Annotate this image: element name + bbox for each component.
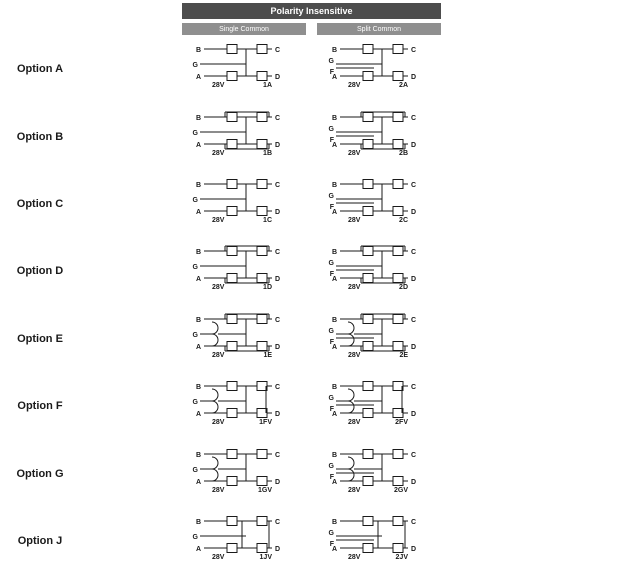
voltage-label: 28V <box>348 487 361 494</box>
part-code-label: 1D <box>263 284 272 291</box>
option-label: Option D <box>16 265 64 277</box>
component-box <box>393 72 403 81</box>
option-label: Option B <box>16 131 64 143</box>
component-box <box>257 113 267 122</box>
pin-label-d: D <box>275 209 281 216</box>
component-box <box>227 207 237 216</box>
part-code-label: 1A <box>263 82 272 89</box>
pin-label-c: C <box>411 519 417 526</box>
diagram-split-2 <box>329 180 417 225</box>
component-box <box>227 517 237 526</box>
diagram-single-4 <box>193 314 281 359</box>
pin-label-d: D <box>275 142 281 149</box>
component-box <box>227 247 237 256</box>
component-box <box>363 450 373 459</box>
pin-label-d: D <box>411 479 417 486</box>
pin-label-g: G <box>192 332 198 339</box>
component-box <box>257 517 267 526</box>
component-box <box>257 274 267 283</box>
diagram-single-6 <box>193 450 281 495</box>
voltage-label: 28V <box>348 284 361 291</box>
diagram-single-7 <box>193 517 281 562</box>
diagram-split-1 <box>329 112 417 157</box>
pin-label-b: B <box>195 452 201 459</box>
pin-label-c: C <box>275 384 281 391</box>
pin-label-g: G <box>328 328 334 335</box>
component-box <box>363 544 373 553</box>
component-box <box>227 180 237 189</box>
component-box <box>393 113 403 122</box>
pin-label-g: G <box>328 260 334 267</box>
component-box <box>257 45 267 54</box>
pin-label-a: A <box>331 276 337 283</box>
component-box <box>227 72 237 81</box>
voltage-label: 28V <box>212 150 225 157</box>
pin-label-g: G <box>192 534 198 541</box>
pin-label-c: C <box>275 452 281 459</box>
pin-label-g: G <box>328 530 334 537</box>
option-label: Option J <box>17 535 63 547</box>
voltage-label: 28V <box>212 82 225 89</box>
option-label: Option G <box>16 468 64 480</box>
wire <box>212 469 218 481</box>
voltage-label: 28V <box>348 150 361 157</box>
pin-label-a: A <box>195 479 201 486</box>
diagram-split-3 <box>329 246 417 291</box>
part-code-label: 2D <box>399 284 408 291</box>
voltage-label: 28V <box>348 217 361 224</box>
pin-label-c: C <box>411 249 417 256</box>
diagram-split-5 <box>329 382 417 427</box>
voltage-label: 28V <box>212 419 225 426</box>
pin-label-a: A <box>195 209 201 216</box>
pin-label-g: G <box>328 58 334 65</box>
part-code-label: 1B <box>263 150 272 157</box>
wire <box>212 401 218 413</box>
pin-label-g: G <box>192 62 198 69</box>
component-box <box>393 207 403 216</box>
voltage-label: 28V <box>212 554 225 561</box>
diagram-split-7 <box>329 517 417 562</box>
diagram-single-2 <box>193 180 281 225</box>
single-common-header: Single Common <box>182 23 306 35</box>
diagram-single-0 <box>193 45 281 90</box>
pin-label-b: B <box>195 182 201 189</box>
component-box <box>363 517 373 526</box>
part-code-label: 2FV <box>395 419 408 426</box>
wire <box>348 401 354 413</box>
component-box <box>257 450 267 459</box>
pin-label-d: D <box>411 142 417 149</box>
component-box <box>227 382 237 391</box>
pin-label-c: C <box>411 115 417 122</box>
pin-label-c: C <box>275 47 281 54</box>
component-box <box>363 113 373 122</box>
pin-label-d: D <box>411 209 417 216</box>
component-box <box>363 247 373 256</box>
diagram-split-4 <box>329 314 417 359</box>
option-label: Option F <box>17 400 63 412</box>
pin-label-a: A <box>331 74 337 81</box>
pin-label-b: B <box>195 47 201 54</box>
voltage-label: 28V <box>212 217 225 224</box>
wire <box>212 334 218 346</box>
pin-label-a: A <box>331 479 337 486</box>
component-box <box>363 45 373 54</box>
part-code-label: 1E <box>263 352 272 359</box>
pin-label-d: D <box>275 411 281 418</box>
part-code-label: 2JV <box>395 554 408 561</box>
pin-label-a: A <box>195 411 201 418</box>
diagram-single-1 <box>193 112 281 157</box>
pin-label-d: D <box>275 74 281 81</box>
component-box <box>257 247 267 256</box>
pin-label-g: G <box>328 193 334 200</box>
part-code-label: 1JV <box>259 554 272 561</box>
pin-label-d: D <box>275 344 281 351</box>
component-box <box>393 180 403 189</box>
pin-label-c: C <box>411 384 417 391</box>
pin-label-f: F <box>329 541 334 548</box>
component-box <box>257 477 267 486</box>
pin-label-a: A <box>331 344 337 351</box>
pin-label-f: F <box>329 406 334 413</box>
pin-label-g: G <box>328 395 334 402</box>
component-box <box>393 45 403 54</box>
voltage-label: 28V <box>348 82 361 89</box>
polarity-insensitive-header: Polarity Insensitive <box>182 3 441 19</box>
pin-label-b: B <box>195 249 201 256</box>
pin-label-c: C <box>275 317 281 324</box>
wire <box>200 457 218 469</box>
component-box <box>227 315 237 324</box>
option-label: Option E <box>17 333 63 345</box>
diagram-single-3 <box>193 246 281 291</box>
component-box <box>363 315 373 324</box>
component-box <box>363 140 373 149</box>
component-box <box>393 315 403 324</box>
pin-label-b: B <box>331 317 337 324</box>
pin-label-a: A <box>331 209 337 216</box>
pin-label-b: B <box>331 182 337 189</box>
pin-label-c: C <box>275 519 281 526</box>
component-box <box>393 450 403 459</box>
voltage-label: 28V <box>212 487 225 494</box>
pin-label-b: B <box>195 317 201 324</box>
pin-label-c: C <box>275 115 281 122</box>
part-code-label: 2E <box>399 352 408 359</box>
part-code-label: 1FV <box>259 419 272 426</box>
part-code-label: 2C <box>399 217 408 224</box>
pin-label-b: B <box>195 384 201 391</box>
wire <box>200 322 218 334</box>
voltage-label: 28V <box>348 419 361 426</box>
part-code-label: 1C <box>263 217 272 224</box>
pin-label-b: B <box>331 47 337 54</box>
pin-label-f: F <box>329 271 334 278</box>
wire <box>348 469 354 481</box>
pin-label-a: A <box>195 344 201 351</box>
pin-label-d: D <box>275 276 281 283</box>
option-label: Option C <box>16 198 64 210</box>
voltage-label: 28V <box>212 284 225 291</box>
pin-label-d: D <box>275 546 281 553</box>
pin-label-b: B <box>331 452 337 459</box>
wire <box>348 334 354 346</box>
component-box <box>257 315 267 324</box>
voltage-label: 28V <box>348 554 361 561</box>
pin-label-f: F <box>329 204 334 211</box>
part-code-label: 2A <box>399 82 408 89</box>
component-box <box>393 342 403 351</box>
pin-label-d: D <box>275 479 281 486</box>
voltage-label: 28V <box>212 352 225 359</box>
component-box <box>257 342 267 351</box>
wire <box>200 389 218 401</box>
component-box <box>363 477 373 486</box>
pin-label-d: D <box>411 546 417 553</box>
component-box <box>393 247 403 256</box>
component-box <box>227 409 237 418</box>
pin-label-f: F <box>329 339 334 346</box>
pin-label-a: A <box>195 546 201 553</box>
pin-label-b: B <box>331 519 337 526</box>
pin-label-a: A <box>331 546 337 553</box>
pin-label-d: D <box>411 344 417 351</box>
pin-label-c: C <box>411 317 417 324</box>
pin-label-c: C <box>411 47 417 54</box>
component-box <box>257 544 267 553</box>
component-box <box>363 274 373 283</box>
wire <box>336 389 354 401</box>
pin-label-d: D <box>411 276 417 283</box>
pin-label-g: G <box>192 197 198 204</box>
component-box <box>257 180 267 189</box>
component-box <box>257 140 267 149</box>
pin-label-c: C <box>275 182 281 189</box>
pin-label-f: F <box>329 474 334 481</box>
pin-label-a: A <box>195 142 201 149</box>
pin-label-a: A <box>331 411 337 418</box>
pin-label-a: A <box>331 142 337 149</box>
pin-label-c: C <box>411 452 417 459</box>
component-box <box>227 274 237 283</box>
pin-label-b: B <box>331 249 337 256</box>
component-box <box>393 140 403 149</box>
component-box <box>257 72 267 81</box>
component-box <box>227 140 237 149</box>
pin-label-b: B <box>195 115 201 122</box>
component-box <box>227 477 237 486</box>
component-box <box>363 72 373 81</box>
component-box <box>227 544 237 553</box>
pin-label-b: B <box>331 384 337 391</box>
part-code-label: 1GV <box>257 487 272 494</box>
pin-label-g: G <box>192 264 198 271</box>
component-box <box>227 450 237 459</box>
diagram-split-0 <box>329 45 417 90</box>
pin-label-d: D <box>411 74 417 81</box>
component-box <box>393 274 403 283</box>
diagram-single-5 <box>193 382 281 427</box>
voltage-label: 28V <box>348 352 361 359</box>
pin-label-g: G <box>192 399 198 406</box>
diagram-split-6 <box>329 450 417 495</box>
pin-label-b: B <box>331 115 337 122</box>
component-box <box>363 409 373 418</box>
component-box <box>363 180 373 189</box>
component-box <box>227 342 237 351</box>
component-box <box>227 45 237 54</box>
wire <box>336 322 354 334</box>
part-code-label: 2GV <box>393 487 408 494</box>
pin-label-g: G <box>328 126 334 133</box>
pin-label-g: G <box>192 130 198 137</box>
split-common-header: Split Common <box>317 23 441 35</box>
pin-label-g: G <box>192 467 198 474</box>
pin-label-f: F <box>329 69 334 76</box>
component-box <box>227 113 237 122</box>
component-box <box>257 207 267 216</box>
part-code-label: 2B <box>399 150 408 157</box>
pin-label-a: A <box>195 276 201 283</box>
component-box <box>363 382 373 391</box>
component-box <box>393 544 403 553</box>
wire <box>336 457 354 469</box>
pin-label-f: F <box>329 137 334 144</box>
component-box <box>363 342 373 351</box>
pin-label-a: A <box>195 74 201 81</box>
pin-label-c: C <box>411 182 417 189</box>
option-label: Option A <box>16 63 64 75</box>
pin-label-b: B <box>195 519 201 526</box>
pin-label-d: D <box>411 411 417 418</box>
component-box <box>393 517 403 526</box>
pin-label-c: C <box>275 249 281 256</box>
pin-label-g: G <box>328 463 334 470</box>
component-box <box>393 477 403 486</box>
component-box <box>363 207 373 216</box>
